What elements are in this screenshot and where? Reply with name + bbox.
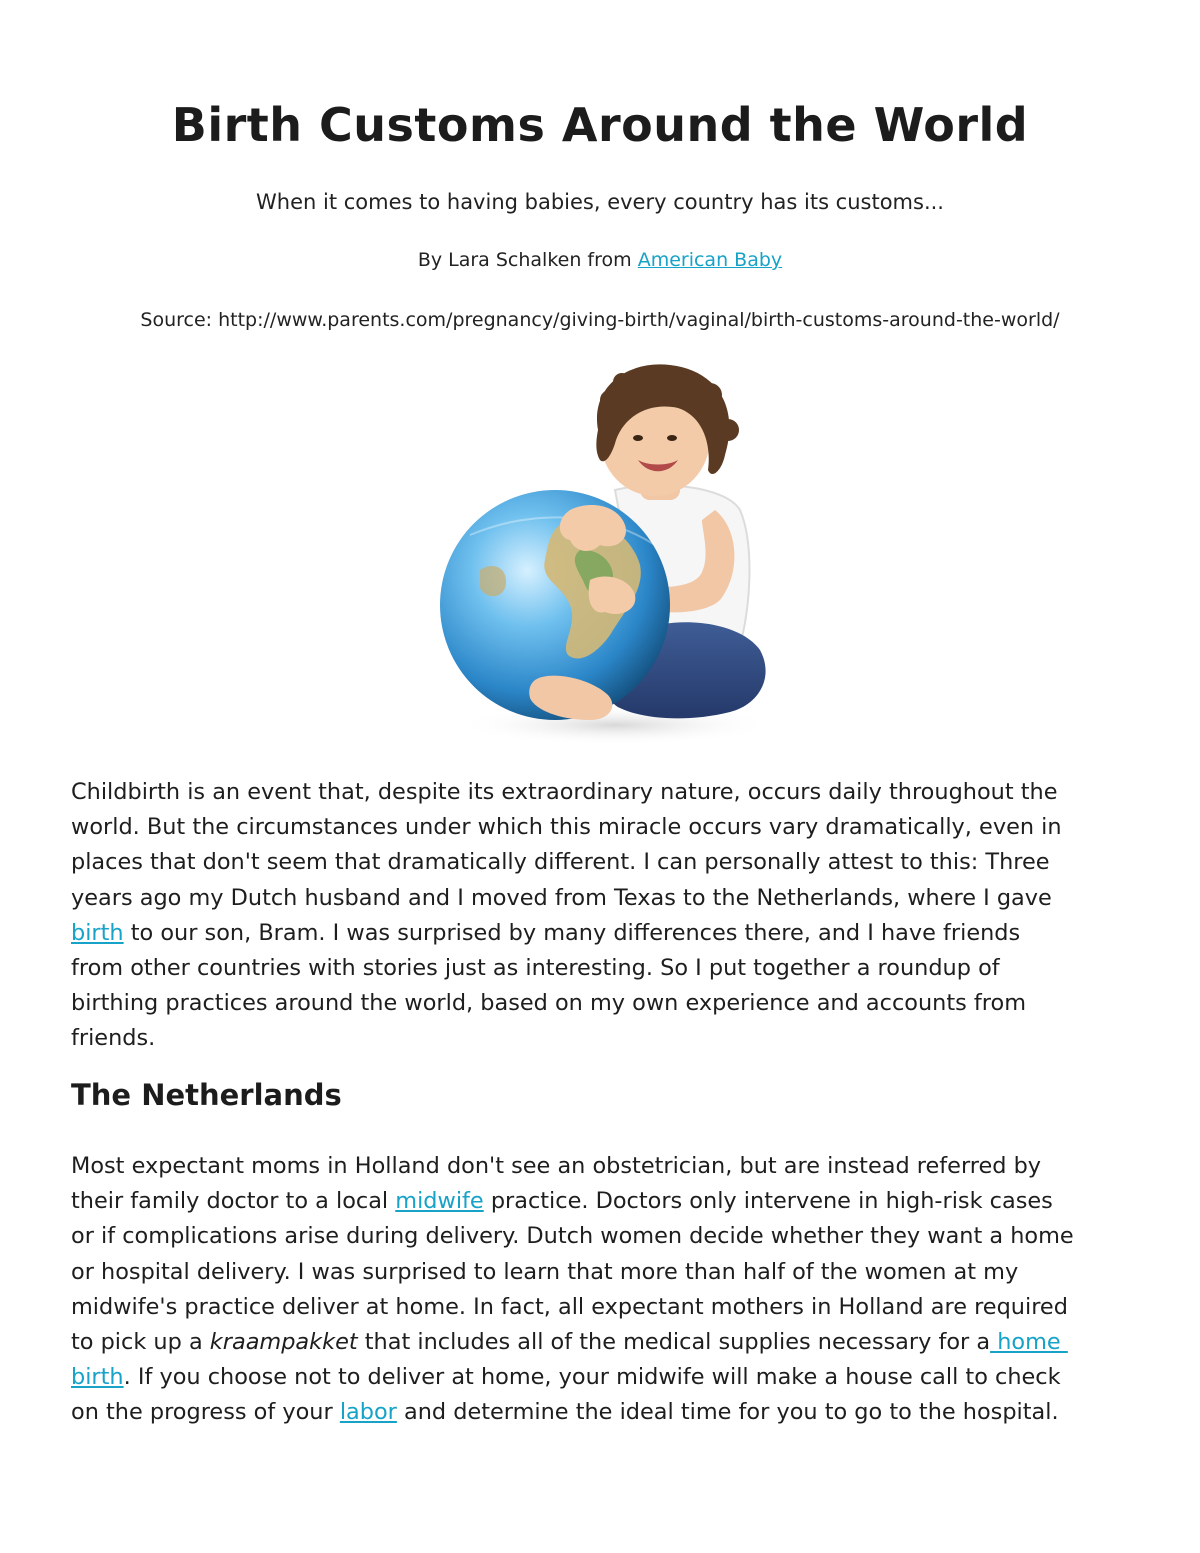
- netherlands-line: or if complications arise during delivery. Dutch women decide whether they want a home: [71, 1223, 1074, 1250]
- netherlands-line-text: . If you choose not to deliver at home, your midwife will make a house call to check: [123, 1364, 1061, 1391]
- netherlands-line: [71, 1360, 1131, 1395]
- page-title: Birth Customs Around the World: [171, 98, 1029, 152]
- intro-line: world. But the circumstances under which this miracle occurs vary dramatically, even in: [71, 814, 1062, 841]
- intro-line: birthing practices around the world, based on my own experience and accounts from: [71, 990, 1027, 1017]
- midwife-link[interactable]: midwife: [395, 1188, 484, 1215]
- netherlands-line: Most expectant moms in Holland don't see an obstetrician, but are instead referred by: [71, 1153, 1042, 1179]
- netherlands-line-text: to pick up a: [71, 1329, 210, 1356]
- netherlands-line-text: on the progress of your: [71, 1399, 340, 1426]
- labor-link[interactable]: labor: [339, 1399, 397, 1426]
- american-baby-link[interactable]: American Baby: [637, 249, 783, 271]
- intro-line: friends.: [71, 1025, 156, 1052]
- netherlands-line: or hospital delivery. I was surprised to learn that more than half of the women at my: [71, 1258, 1019, 1285]
- intro-line: places that don't seem that dramatically different. I can personally attest to this: Three: [71, 849, 1050, 876]
- birth-link[interactable]: birth: [71, 919, 124, 946]
- intro-line: from other countries with stories just as interesting. So I put together a roundup of: [71, 955, 1000, 982]
- section-heading-netherlands: The Netherlands: [71, 1078, 342, 1112]
- intro-paragraph: [71, 775, 1131, 1057]
- child-with-globe-photo: [440, 360, 770, 745]
- intro-line: years ago my Dutch husband and I moved from Texas to the Netherlands, where I gave: [71, 884, 1052, 911]
- page-subtitle: When it comes to having babies, every country has its customs...: [256, 190, 944, 214]
- netherlands-line: [71, 1184, 1131, 1219]
- netherlands-line-text: and determine the ideal time for you to go to the hospital.: [396, 1399, 1059, 1426]
- netherlands-paragraph: [71, 1149, 1131, 1431]
- kraampakket-term: kraampakket: [209, 1329, 358, 1356]
- netherlands-line: midwife's practice deliver at home. In fact, all expectant mothers in Holland are required: [71, 1293, 1068, 1320]
- netherlands-line-text: practice. Doctors only intervene in high-risk cases: [483, 1188, 1053, 1215]
- intro-line: Childbirth is an event that, despite its extraordinary nature, occurs daily throughout the: [71, 779, 1058, 805]
- home-birth-link[interactable]: home: [990, 1329, 1068, 1356]
- netherlands-line: [71, 1395, 1131, 1430]
- netherlands-line: [71, 1325, 1131, 1360]
- netherlands-line-text: that includes all of the medical supplies necessary for a: [357, 1329, 991, 1356]
- intro-line: [71, 916, 1131, 951]
- source-line: Source: http://www.parents.com/pregnancy/giving-birth/vaginal/birth-customs-around-the-world/: [140, 309, 1060, 331]
- netherlands-line-text: their family doctor to a local: [71, 1188, 396, 1215]
- byline-prefix: By Lara Schalken from: [417, 249, 638, 271]
- byline: [0, 249, 1200, 271]
- intro-line-text: to our son, Bram. I was surprised by many differences there, and I have friends: [123, 919, 1021, 946]
- home-birth-link-continued[interactable]: birth: [71, 1364, 124, 1391]
